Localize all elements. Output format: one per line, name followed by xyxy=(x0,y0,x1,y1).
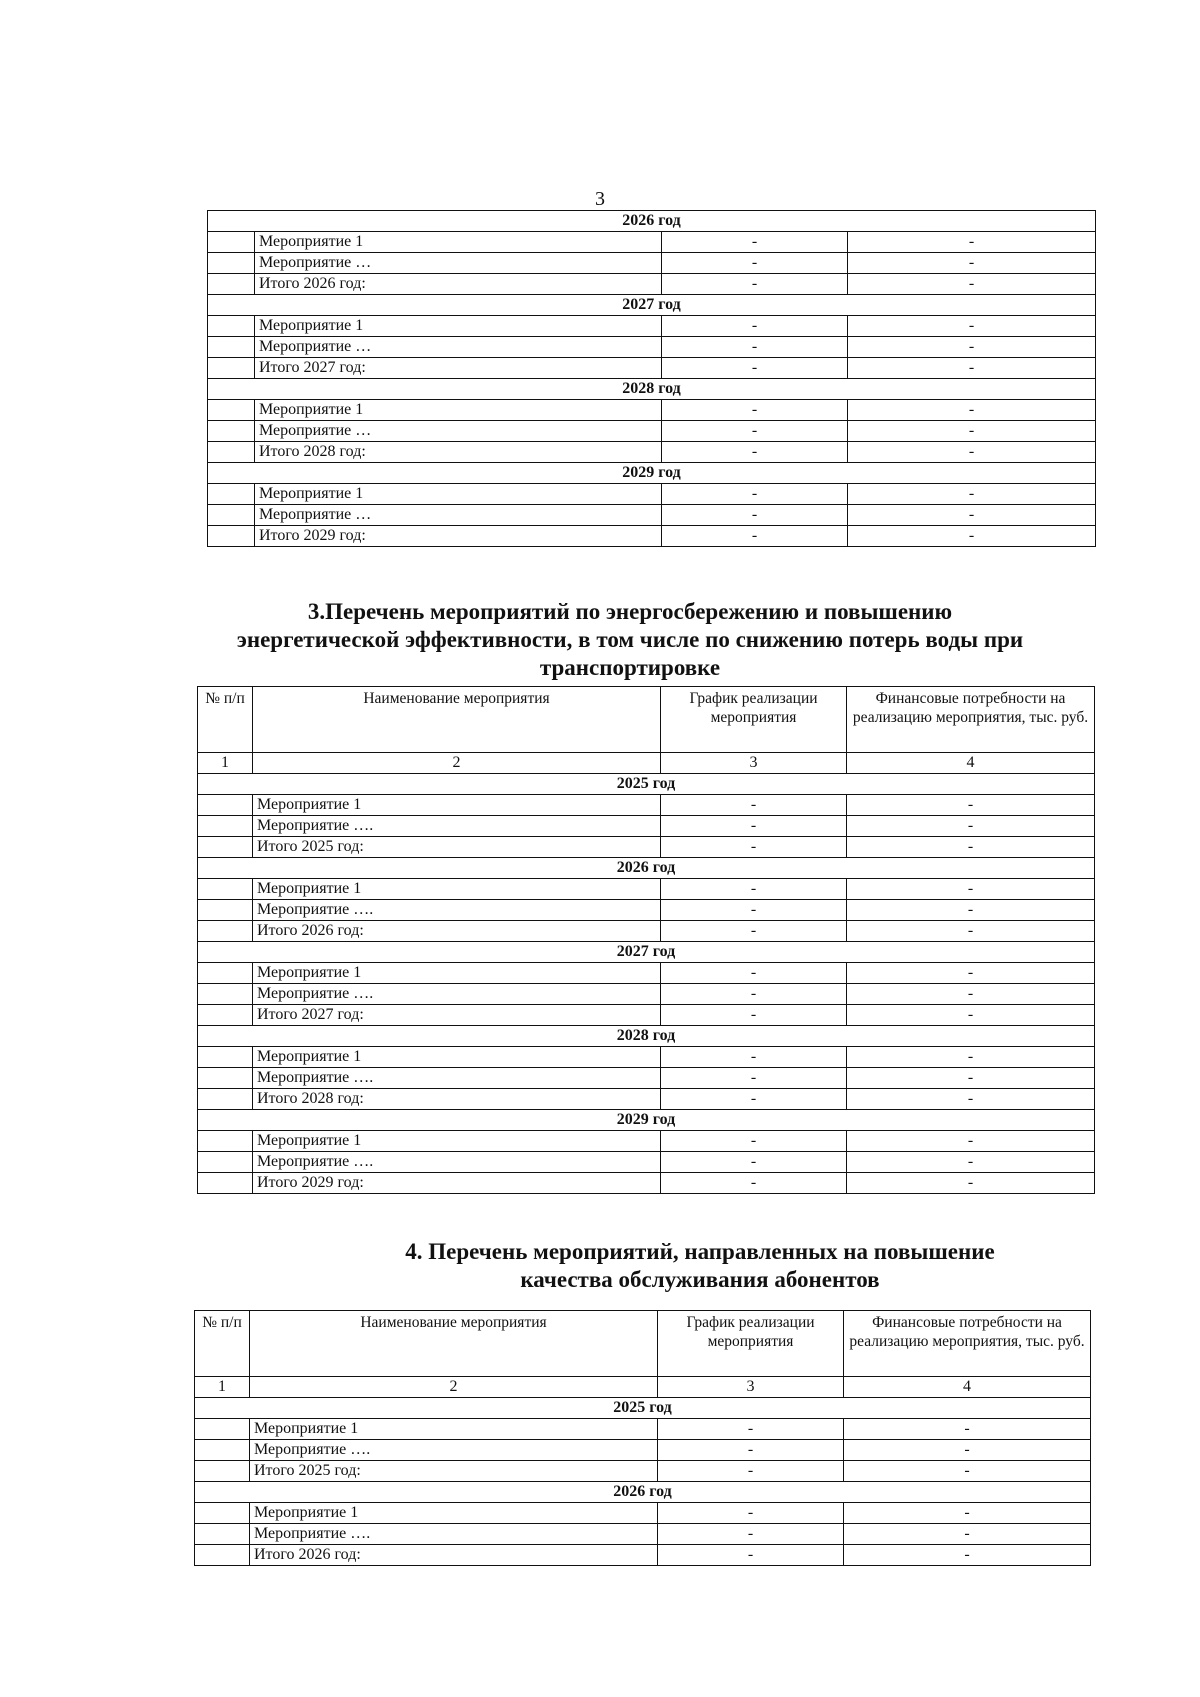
year-label: 2028 год xyxy=(198,1026,1095,1047)
finance-cell: - xyxy=(844,1545,1091,1566)
section3-colnum-2: 2 xyxy=(253,753,661,774)
measure-name: Мероприятие …. xyxy=(253,1068,661,1089)
measure-name: Мероприятие … xyxy=(255,337,662,358)
total-row xyxy=(198,837,1095,858)
schedule-cell: - xyxy=(662,421,848,442)
finance-cell: - xyxy=(848,400,1096,421)
finance-cell: - xyxy=(844,1503,1091,1524)
table-row xyxy=(195,1440,1091,1461)
total-row xyxy=(198,1089,1095,1110)
section4-colnum-2: 2 xyxy=(250,1377,658,1398)
row-number-cell xyxy=(208,400,255,421)
section3-title-line-3: транспортировке xyxy=(539,655,721,680)
measure-name: Мероприятие …. xyxy=(253,900,661,921)
row-number-cell xyxy=(195,1461,250,1482)
section4-header-finance: Финансовые потребности на реализацию мероприятия, тыс. руб. xyxy=(844,1311,1091,1377)
schedule-cell: - xyxy=(662,253,848,274)
section4-table-body xyxy=(195,1311,1091,1566)
table-row xyxy=(208,337,1096,358)
year-label: 2027 год xyxy=(208,295,1096,316)
table-row xyxy=(208,421,1096,442)
measure-name: Мероприятие 1 xyxy=(255,232,662,253)
finance-cell: - xyxy=(847,879,1095,900)
row-number-cell xyxy=(198,1047,253,1068)
section3-colnum-3: 3 xyxy=(661,753,847,774)
finance-cell: - xyxy=(848,505,1096,526)
section3-colnum-4: 4 xyxy=(847,753,1095,774)
finance-cell: - xyxy=(847,1152,1095,1173)
measure-name: Мероприятие … xyxy=(255,253,662,274)
table-row xyxy=(208,232,1096,253)
row-number-cell xyxy=(208,253,255,274)
row-number-cell xyxy=(208,484,255,505)
year-label: 2025 год xyxy=(198,774,1095,795)
total-row xyxy=(195,1461,1091,1482)
section3-header-name: Наименование мероприятия xyxy=(253,687,661,753)
measure-name: Мероприятие 1 xyxy=(255,316,662,337)
finance-cell: - xyxy=(847,984,1095,1005)
row-number-cell xyxy=(198,1131,253,1152)
measure-name: Мероприятие 1 xyxy=(255,484,662,505)
row-number-cell xyxy=(198,921,253,942)
year-row xyxy=(198,942,1095,963)
total-label: Итого 2029 год: xyxy=(255,526,662,547)
continued-table-body xyxy=(208,211,1096,547)
schedule-cell: - xyxy=(661,879,847,900)
measure-name: Мероприятие 1 xyxy=(250,1503,658,1524)
row-number-cell xyxy=(198,816,253,837)
finance-cell: - xyxy=(848,484,1096,505)
row-number-cell xyxy=(208,337,255,358)
total-label: Итого 2029 год: xyxy=(253,1173,661,1194)
measure-name: Мероприятие …. xyxy=(253,1152,661,1173)
table-row xyxy=(198,1152,1095,1173)
table-row xyxy=(198,984,1095,1005)
schedule-cell: - xyxy=(662,274,848,295)
year-label: 2026 год xyxy=(198,858,1095,879)
section4-header-name: Наименование мероприятия xyxy=(250,1311,658,1377)
measure-name: Мероприятие …. xyxy=(253,816,661,837)
year-label: 2025 год xyxy=(195,1398,1091,1419)
total-row xyxy=(208,358,1096,379)
section4-header-row xyxy=(195,1311,1091,1377)
section3-header-row xyxy=(198,687,1095,753)
finance-cell: - xyxy=(847,921,1095,942)
section4-header-schedule: График реализации мероприятия xyxy=(658,1311,844,1377)
total-label: Итого 2025 год: xyxy=(250,1461,658,1482)
finance-cell: - xyxy=(847,900,1095,921)
schedule-cell: - xyxy=(661,837,847,858)
table-row xyxy=(198,1131,1095,1152)
row-number-cell xyxy=(208,442,255,463)
schedule-cell: - xyxy=(661,984,847,1005)
schedule-cell: - xyxy=(661,963,847,984)
schedule-cell: - xyxy=(662,232,848,253)
row-number-cell xyxy=(198,984,253,1005)
section3-title xyxy=(180,598,1080,682)
continued-table xyxy=(207,210,1096,547)
finance-cell: - xyxy=(844,1461,1091,1482)
row-number-cell xyxy=(208,505,255,526)
table-row xyxy=(195,1503,1091,1524)
finance-cell: - xyxy=(848,337,1096,358)
row-number-cell xyxy=(195,1440,250,1461)
schedule-cell: - xyxy=(661,795,847,816)
section3-header-finance: Финансовые потребности на реализацию мероприятия, тыс. руб. xyxy=(847,687,1095,753)
schedule-cell: - xyxy=(658,1419,844,1440)
row-number-cell xyxy=(195,1503,250,1524)
total-label: Итого 2026 год: xyxy=(253,921,661,942)
finance-cell: - xyxy=(847,1005,1095,1026)
section4-header-num: № п/п xyxy=(195,1311,250,1377)
schedule-cell: - xyxy=(661,921,847,942)
schedule-cell: - xyxy=(662,337,848,358)
schedule-cell: - xyxy=(661,1005,847,1026)
row-number-cell xyxy=(195,1545,250,1566)
measure-name: Мероприятие 1 xyxy=(253,1131,661,1152)
finance-cell: - xyxy=(847,1068,1095,1089)
schedule-cell: - xyxy=(661,816,847,837)
row-number-cell xyxy=(208,421,255,442)
measure-name: Мероприятие …. xyxy=(253,984,661,1005)
row-number-cell xyxy=(195,1524,250,1545)
table-row xyxy=(198,900,1095,921)
year-row xyxy=(198,858,1095,879)
row-number-cell xyxy=(208,232,255,253)
table-row xyxy=(208,505,1096,526)
table-row xyxy=(198,795,1095,816)
table-row xyxy=(198,963,1095,984)
finance-cell: - xyxy=(848,232,1096,253)
year-row xyxy=(198,1026,1095,1047)
row-number-cell xyxy=(198,837,253,858)
section3-column-numbers-row xyxy=(198,753,1095,774)
measure-name: Мероприятие 1 xyxy=(250,1419,658,1440)
table-row xyxy=(198,879,1095,900)
year-row xyxy=(208,379,1096,400)
schedule-cell: - xyxy=(662,358,848,379)
finance-cell: - xyxy=(848,358,1096,379)
finance-cell: - xyxy=(847,1131,1095,1152)
total-label: Итого 2025 год: xyxy=(253,837,661,858)
total-row xyxy=(198,1005,1095,1026)
row-number-cell xyxy=(198,963,253,984)
row-number-cell xyxy=(208,316,255,337)
schedule-cell: - xyxy=(661,1068,847,1089)
section4-colnum-1: 1 xyxy=(195,1377,250,1398)
total-label: Итого 2028 год: xyxy=(255,442,662,463)
schedule-cell: - xyxy=(661,1047,847,1068)
schedule-cell: - xyxy=(658,1461,844,1482)
total-row xyxy=(208,442,1096,463)
finance-cell: - xyxy=(848,274,1096,295)
finance-cell: - xyxy=(844,1419,1091,1440)
year-row xyxy=(198,774,1095,795)
year-label: 2026 год xyxy=(208,211,1096,232)
section3-colnum-1: 1 xyxy=(198,753,253,774)
table-row xyxy=(195,1419,1091,1440)
year-label: 2029 год xyxy=(198,1110,1095,1131)
finance-cell: - xyxy=(847,1173,1095,1194)
finance-cell: - xyxy=(848,253,1096,274)
measure-name: Мероприятие 1 xyxy=(253,795,661,816)
total-label: Итого 2026 год: xyxy=(250,1545,658,1566)
year-row xyxy=(195,1398,1091,1419)
schedule-cell: - xyxy=(662,316,848,337)
row-number-cell xyxy=(198,1152,253,1173)
finance-cell: - xyxy=(848,442,1096,463)
total-row xyxy=(208,526,1096,547)
schedule-cell: - xyxy=(658,1440,844,1461)
table-row xyxy=(208,484,1096,505)
row-number-cell xyxy=(198,900,253,921)
schedule-cell: - xyxy=(662,505,848,526)
schedule-cell: - xyxy=(662,526,848,547)
table-row xyxy=(208,316,1096,337)
total-label: Итого 2027 год: xyxy=(253,1005,661,1026)
schedule-cell: - xyxy=(662,484,848,505)
table-row xyxy=(198,816,1095,837)
year-row xyxy=(208,295,1096,316)
finance-cell: - xyxy=(844,1440,1091,1461)
row-number-cell xyxy=(208,358,255,379)
schedule-cell: - xyxy=(661,1131,847,1152)
section3-table xyxy=(197,686,1095,1194)
total-row xyxy=(195,1545,1091,1566)
finance-cell: - xyxy=(847,837,1095,858)
table-row xyxy=(198,1047,1095,1068)
measure-name: Мероприятие 1 xyxy=(253,879,661,900)
schedule-cell: - xyxy=(658,1503,844,1524)
section4-colnum-3: 3 xyxy=(658,1377,844,1398)
finance-cell: - xyxy=(848,526,1096,547)
finance-cell: - xyxy=(847,1089,1095,1110)
schedule-cell: - xyxy=(662,400,848,421)
finance-cell: - xyxy=(848,421,1096,442)
measure-name: Мероприятие … xyxy=(255,421,662,442)
schedule-cell: - xyxy=(661,1089,847,1110)
row-number-cell xyxy=(208,526,255,547)
year-row xyxy=(208,463,1096,484)
total-row xyxy=(198,921,1095,942)
schedule-cell: - xyxy=(661,900,847,921)
section4-title xyxy=(360,1238,1040,1294)
section3-header-num: № п/п xyxy=(198,687,253,753)
table-row xyxy=(198,1068,1095,1089)
finance-cell: - xyxy=(847,1047,1095,1068)
schedule-cell: - xyxy=(661,1152,847,1173)
measure-name: Мероприятие 1 xyxy=(255,400,662,421)
year-label: 2026 год xyxy=(195,1482,1091,1503)
measure-name: Мероприятие … xyxy=(255,505,662,526)
total-label: Итого 2026 год: xyxy=(255,274,662,295)
finance-cell: - xyxy=(847,963,1095,984)
row-number-cell xyxy=(198,1089,253,1110)
schedule-cell: - xyxy=(662,442,848,463)
section3-table-body xyxy=(198,687,1095,1194)
row-number-cell xyxy=(198,1173,253,1194)
finance-cell: - xyxy=(844,1524,1091,1545)
table-row xyxy=(208,253,1096,274)
section3-title-line-1: 3.Перечень мероприятий по энергосбережению и повышению xyxy=(307,599,953,624)
measure-name: Мероприятие 1 xyxy=(253,1047,661,1068)
section4-table xyxy=(194,1310,1091,1566)
total-row xyxy=(208,274,1096,295)
row-number-cell xyxy=(195,1419,250,1440)
total-row xyxy=(198,1173,1095,1194)
measure-name: Мероприятие 1 xyxy=(253,963,661,984)
finance-cell: - xyxy=(848,316,1096,337)
section4-colnum-4: 4 xyxy=(844,1377,1091,1398)
section4-column-numbers-row xyxy=(195,1377,1091,1398)
year-label: 2027 год xyxy=(198,942,1095,963)
year-row xyxy=(198,1110,1095,1131)
row-number-cell xyxy=(198,879,253,900)
measure-name: Мероприятие …. xyxy=(250,1440,658,1461)
year-label: 2029 год xyxy=(208,463,1096,484)
table-row xyxy=(208,400,1096,421)
finance-cell: - xyxy=(847,795,1095,816)
year-label: 2028 год xyxy=(208,379,1096,400)
total-label: Итого 2027 год: xyxy=(255,358,662,379)
schedule-cell: - xyxy=(658,1545,844,1566)
finance-cell: - xyxy=(847,816,1095,837)
year-row xyxy=(208,211,1096,232)
row-number-cell xyxy=(198,1068,253,1089)
section3-header-schedule: График реализации мероприятия xyxy=(661,687,847,753)
schedule-cell: - xyxy=(661,1173,847,1194)
page-number: 3 xyxy=(595,188,605,210)
row-number-cell xyxy=(208,274,255,295)
schedule-cell: - xyxy=(658,1524,844,1545)
row-number-cell xyxy=(198,1005,253,1026)
table-row xyxy=(195,1524,1091,1545)
section3-title-line-2: энергетической эффективности, в том числе по снижению потерь воды при xyxy=(236,627,1024,652)
total-label: Итого 2028 год: xyxy=(253,1089,661,1110)
row-number-cell xyxy=(198,795,253,816)
year-row xyxy=(195,1482,1091,1503)
section4-title-line-1: 4. Перечень мероприятий, направленных на повышение xyxy=(405,1239,995,1264)
section4-title-line-2: качества обслуживания абонентов xyxy=(520,1267,880,1292)
measure-name: Мероприятие …. xyxy=(250,1524,658,1545)
